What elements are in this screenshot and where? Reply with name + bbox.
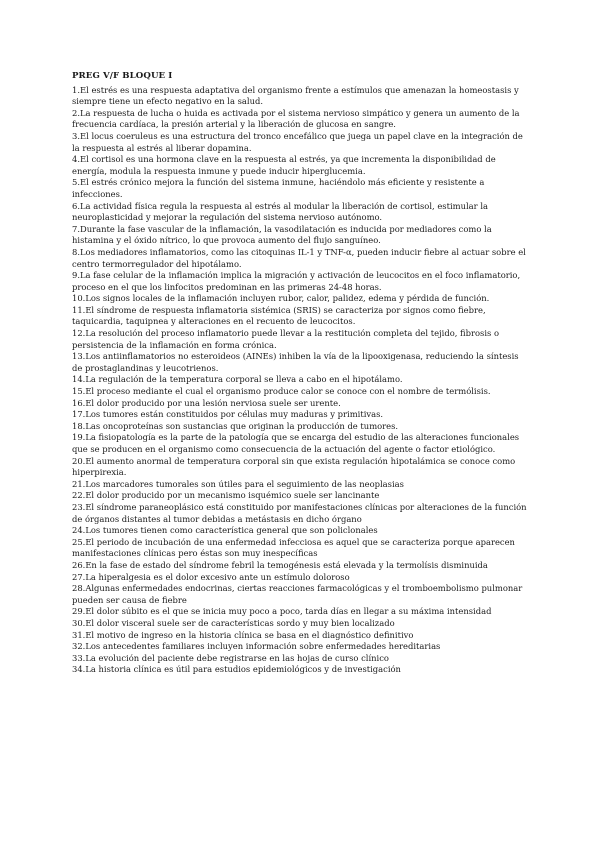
question-8: 8.Los mediadores inflamatorios, como las citoquinas IL-1 y TNF-α, pueden inducir fiebre al actuar sobre el centro termorregulador del hipotálamo. — [72, 246, 526, 269]
question-2: 2.La respuesta de lucha o huida es activada por el sistema nervioso simpático y genera un aumento de la frecuencia cardíaca, la presión arterial y la liberación de glucosa en sangre. — [72, 107, 520, 130]
question-15: 15.El proceso mediante el cual el organismo produce calor se conoce con el nombre de termólisis. — [72, 386, 491, 397]
question-29: 29.El dolor súbito es el que se inicia muy poco a poco, tarda días en llegar a su máxima intensidad — [72, 606, 492, 617]
question-10: 10.Los signos locales de la inflamación incluyen rubor, calor, palidez, edema y pérdida de función. — [72, 293, 490, 304]
question-28: 28.Algunas enfermedades endocrinas, ciertas reacciones farmacológicas y el tromboembolismo pulmonar pueden ser causa de fiebre — [72, 583, 523, 605]
question-6: 6.La actividad física regula la respuesta al estrés al modular la liberación de cortisol, estimular la neuroplasticidad y mejorar la regulación del sistema nervioso autónomo. — [72, 200, 488, 223]
question-11: 11.El síndrome de respuesta inflamatoria sistémica (SRIS) se caracteriza por signos como fiebre, taquicardia, taquipnea y alteraciones en el recuento de leucocitos. — [72, 304, 486, 327]
document-title: PREG V/F BLOQUE I — [72, 71, 173, 81]
question-7: 7.Durante la fase vascular de la inflamación, la vasodilatación es inducida por mediadores como la histamina y el óxido nítrico, lo que provoca aumento del flujo sanguíneo. — [72, 223, 492, 246]
document-content — [72, 71, 531, 676]
question-24: 24.Los tumores tienen como característica general que son policlonales — [72, 525, 378, 536]
question-16: 16.El dolor producido por una lesión nerviosa suele ser urente. — [72, 397, 341, 408]
question-30: 30.El dolor visceral suele ser de características sordo y muy bien localizado — [72, 617, 395, 628]
question-31: 31.El motivo de ingreso en la historia clínica se basa en el diagnóstico definitivo — [72, 629, 414, 640]
question-27: 27.La hiperalgesia es el dolor excesivo ante un estímulo doloroso — [72, 571, 350, 582]
question-19: 19.La fisiopatología es la parte de la patología que se encarga del estudio de las alteraciones funcionales que se producen en el organismo como consecuencia de la actuación del agente o factor etiológico. — [72, 432, 520, 454]
question-34: 34.La historia clínica es útil para estudios epidemiológicos y de investigación — [72, 664, 401, 675]
question-9: 9.La fase celular de la inflamación implica la migración y activación de leucocitos en el foco inflamatorio, proceso en el que los linfocitos predominan en las primeras 24-48 horas. — [72, 270, 521, 292]
question-3: 3.El locus coeruleus es una estructura del tronco encefálico que juega un papel clave en la integración de la respuesta al estrés al liberar dopamina. — [72, 130, 523, 153]
question-1: 1.El estrés es una respuesta adaptativa del organismo frente a estímulos que amenazan la homeostasis y siempre tiene un efecto negativo en la salud. — [72, 84, 519, 107]
question-4: 4.El cortisol es una hormona clave en la respuesta al estrés, ya que incrementa la disponibilidad de energía, modula la respuesta inmune y puede inducir hiperglucemia. — [72, 154, 496, 176]
question-23: 23.El síndrome paraneoplásico está constituido por manifestaciones clínicas por alteraciones de la función de órganos distantes al tumor debidas a metástasis en dicho órgano — [72, 501, 527, 524]
question-13: 13.Los antiinflamatorios no esteroideos (AINEs) inhiben la vía de la lipooxigenasa, reduciendo la síntesis de prostaglandinas y leucotrienos. — [72, 351, 519, 373]
question-26: 26.En la fase de estado del síndrome febril la temogénesis está elevada y la termolísis disminuida — [72, 559, 488, 570]
question-21: 21.Los marcadores tumorales son útiles para el seguimiento de las neoplasias — [72, 478, 404, 489]
question-33: 33.La evolución del paciente debe registrarse en las hojas de curso clínico — [72, 652, 389, 663]
question-17: 17.Los tumores están constituidos por células muy maduras y primitivas. — [72, 409, 384, 420]
question-22: 22.El dolor producido por un mecanismo isquémico suele ser lancinante — [72, 490, 380, 501]
question-32: 32.Los antecedentes familiares incluyen información sobre enfermedades hereditarias — [72, 641, 441, 652]
question-list — [72, 85, 531, 676]
question-25: 25.El periodo de incubación de una enfermedad infecciosa es aquel que se caracteriza porque aparecen manifestaciones clínicas pero éstas son muy inespecíficas — [72, 536, 515, 559]
question-18: 18.Las oncoproteínas son sustancias que originan la producción de tumores. — [72, 420, 399, 431]
question-20: 20.El aumento anormal de temperatura corporal sin que exista regulación hipotalámica se conoce como hiperpirexia. — [72, 455, 516, 478]
question-14: 14.La regulación de la temperatura corporal se lleva a cabo en el hipotálamo. — [72, 374, 403, 385]
question-12: 12.La resolución del proceso inflamatorio puede llevar a la restitución completa del tejido, fibrosis o persistencia de la inflamación en forma crónica. — [72, 328, 500, 350]
question-5: 5.El estrés crónico mejora la función del sistema inmune, haciéndolo más eficiente y resistente a infecciones. — [72, 177, 485, 199]
